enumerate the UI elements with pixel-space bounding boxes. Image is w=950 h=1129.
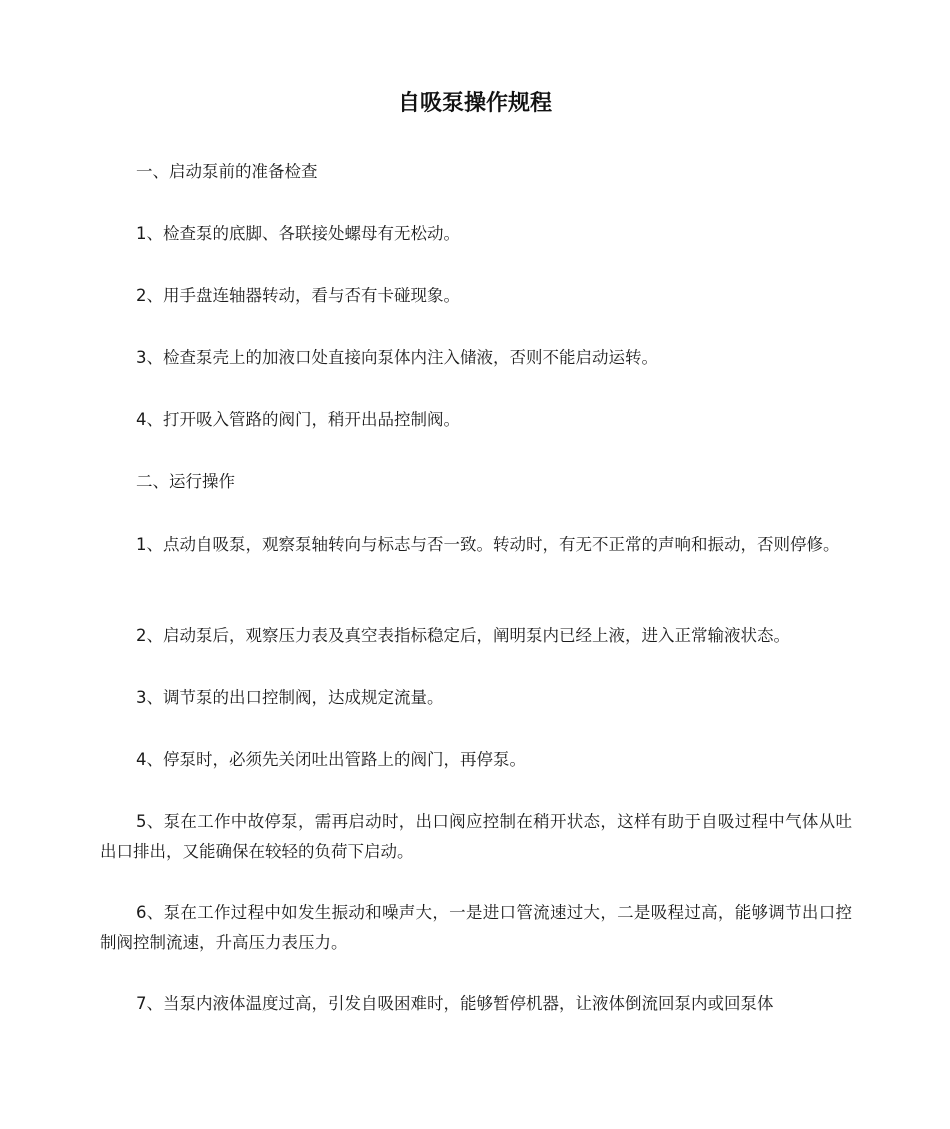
paragraph-item: 1、点动自吸泵，观察泵轴转向与标志与否一致。转动时，有无不正常的声响和振动，否则停修。 — [136, 535, 840, 554]
paragraph-item: 7、当泵内液体温度过高，引发自吸困难时，能够暂停机器，让液体倒流回泵内或回泵体 — [136, 994, 774, 1013]
paragraph-item: 2、启动泵后，观察压力表及真空表指标稳定后，阐明泵内已经上液，进入正常输液状态。 — [136, 626, 790, 645]
document-title: 自吸泵操作规程 — [397, 91, 552, 116]
section-heading-preparation: 一、启动泵前的准备检查 — [136, 162, 318, 181]
paragraph-item: 6、泵在工作过程中如发生振动和噪声大，一是进口管流速过大，二是吸程过高，能够调节出口控制阀控制流速，升高压力表压力。 — [100, 903, 852, 952]
paragraph-item: 1、检查泵的底脚、各联接处螺母有无松动。 — [136, 224, 460, 243]
section-heading-operation: 二、运行操作 — [136, 472, 235, 491]
paragraph-item: 3、检查泵壳上的加液口处直接向泵体内注入储液，否则不能启动运转。 — [136, 348, 658, 367]
paragraph-item: 5、泵在工作中故停泵，需再启动时，出口阀应控制在稍开状态，这样有助于自吸过程中气体从吐出口排出，又能确保在较轻的负荷下启动。 — [100, 812, 852, 861]
paragraph-item: 2、用手盘连轴器转动，看与否有卡碰现象。 — [136, 286, 460, 305]
paragraph-item: 3、调节泵的出口控制阀，达成规定流量。 — [136, 688, 444, 707]
paragraph-item: 4、打开吸入管路的阀门，稍开出品控制阀。 — [136, 410, 460, 429]
paragraph-item: 4、停泵时，必须先关闭吐出管路上的阀门，再停泵。 — [136, 750, 526, 769]
